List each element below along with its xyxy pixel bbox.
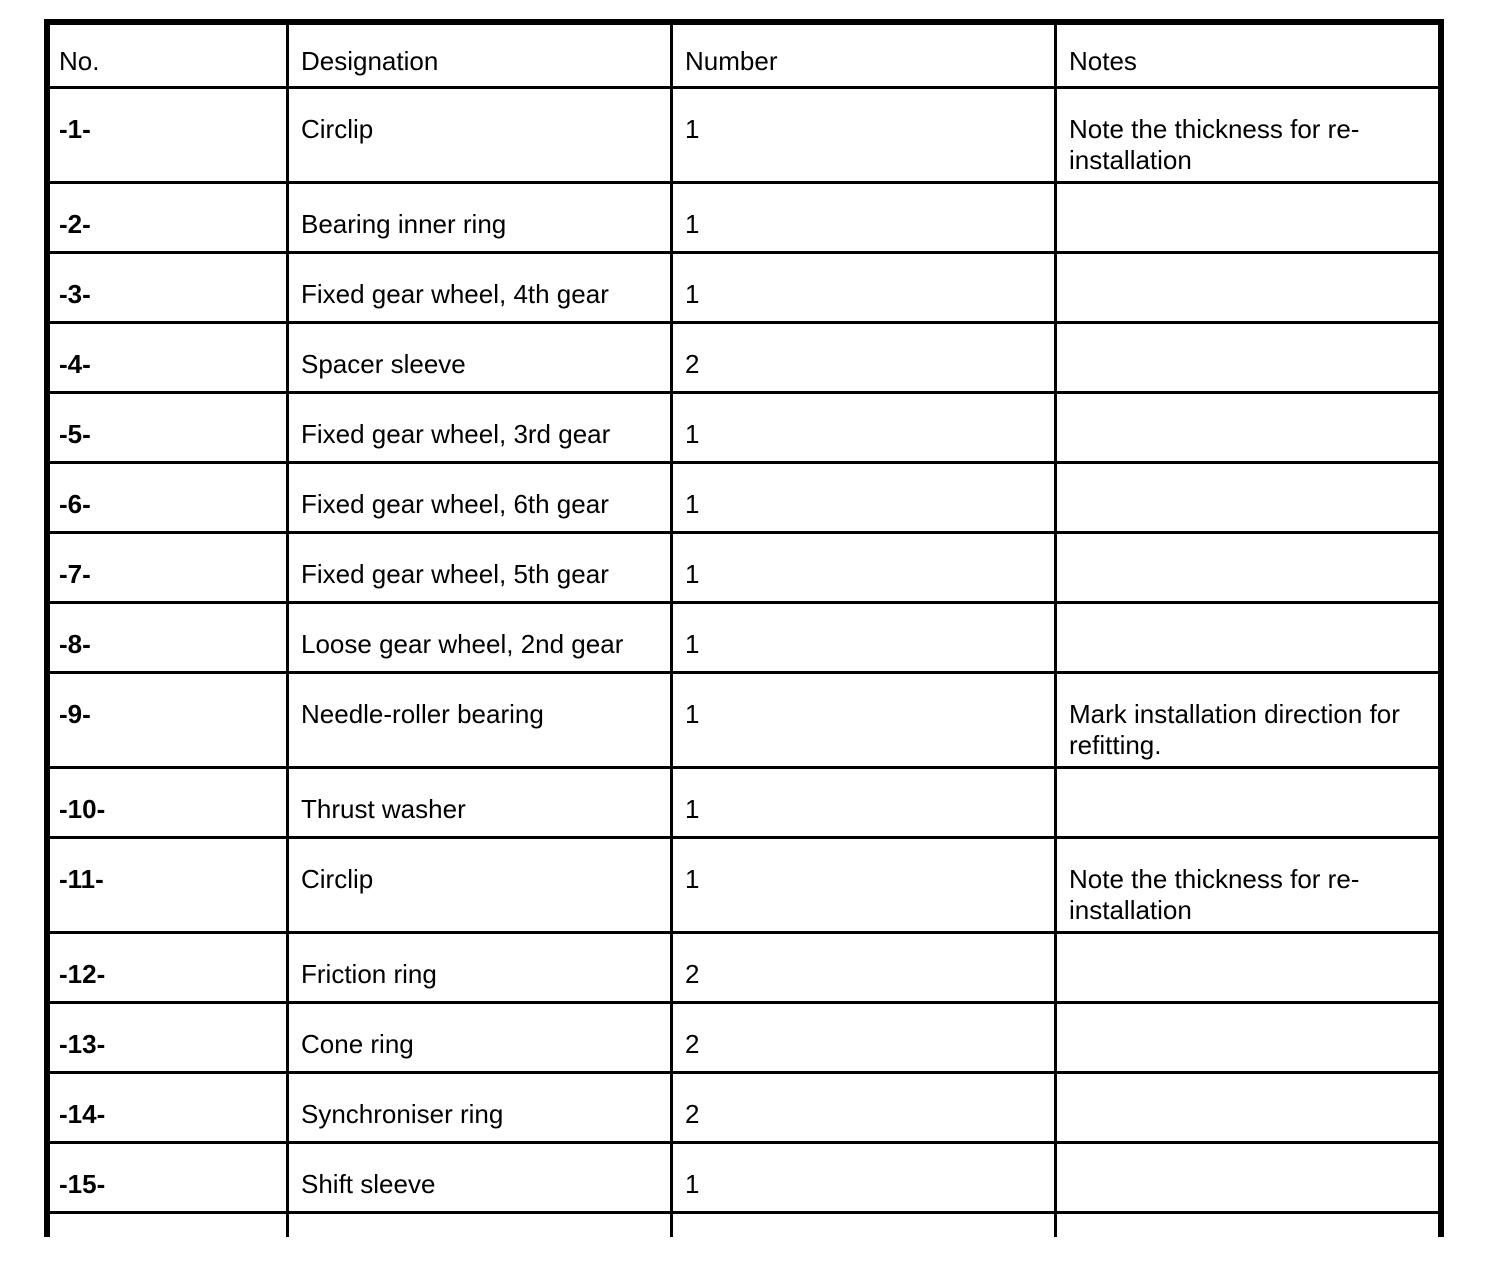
table-outer-border-left (44, 19, 50, 1237)
table-row (46, 1143, 1445, 1213)
part-notes: Note the thickness for re-installation (1056, 838, 1445, 933)
part-notes: Note the thickness for re-installation (1056, 88, 1445, 183)
table-row (46, 463, 1445, 533)
part-number: 2 (672, 323, 1056, 393)
part-number: 1 (672, 88, 1056, 183)
part-notes (1056, 933, 1445, 1003)
table-row (46, 323, 1445, 393)
part-no: -1- (46, 88, 288, 183)
part-notes (1056, 1003, 1445, 1073)
table-row (46, 933, 1445, 1003)
part-notes (1056, 1143, 1445, 1213)
part-no: -9- (46, 673, 288, 768)
empty-cell (46, 1213, 288, 1238)
part-designation: Shift sleeve (288, 1143, 672, 1213)
table-outer-border-top (44, 19, 1444, 25)
part-number: 1 (672, 393, 1056, 463)
part-number: 1 (672, 533, 1056, 603)
header-designation: Designation (288, 21, 672, 88)
part-notes (1056, 603, 1445, 673)
part-no: -15- (46, 1143, 288, 1213)
part-no: -3- (46, 253, 288, 323)
part-designation: Fixed gear wheel, 5th gear (288, 533, 672, 603)
part-number: 1 (672, 838, 1056, 933)
part-number: 1 (672, 1143, 1056, 1213)
table-header-row (46, 21, 1445, 88)
table-row (46, 1003, 1445, 1073)
table-row (46, 768, 1445, 838)
part-notes (1056, 183, 1445, 253)
part-designation: Fixed gear wheel, 3rd gear (288, 393, 672, 463)
part-no: -4- (46, 323, 288, 393)
table-row (46, 673, 1445, 768)
part-designation: Spacer sleeve (288, 323, 672, 393)
part-number: 2 (672, 933, 1056, 1003)
header-no: No. (46, 21, 288, 88)
part-notes (1056, 1073, 1445, 1143)
part-designation: Fixed gear wheel, 4th gear (288, 253, 672, 323)
parts-table (44, 19, 1444, 1237)
part-designation: Friction ring (288, 933, 672, 1003)
table-outer-border-right (1438, 19, 1444, 1237)
part-designation: Thrust washer (288, 768, 672, 838)
part-designation: Bearing inner ring (288, 183, 672, 253)
part-no: -13- (46, 1003, 288, 1073)
part-no: -2- (46, 183, 288, 253)
part-number: 1 (672, 673, 1056, 768)
part-no: -7- (46, 533, 288, 603)
part-notes (1056, 253, 1445, 323)
part-no: -6- (46, 463, 288, 533)
part-designation: Loose gear wheel, 2nd gear (288, 603, 672, 673)
empty-cell (1056, 1213, 1445, 1238)
part-designation: Circlip (288, 88, 672, 183)
parts-list-sheet (44, 19, 1444, 1237)
part-notes (1056, 323, 1445, 393)
part-designation: Synchroniser ring (288, 1073, 672, 1143)
part-number: 1 (672, 603, 1056, 673)
table-row-continued (46, 1213, 1445, 1238)
part-no: -12- (46, 933, 288, 1003)
part-number: 2 (672, 1003, 1056, 1073)
header-notes: Notes (1056, 21, 1445, 88)
part-number: 1 (672, 183, 1056, 253)
part-notes (1056, 533, 1445, 603)
table-row (46, 533, 1445, 603)
part-number: 1 (672, 253, 1056, 323)
part-no: -14- (46, 1073, 288, 1143)
table-row (46, 253, 1445, 323)
header-number: Number (672, 21, 1056, 88)
part-number: 1 (672, 463, 1056, 533)
part-no: -11- (46, 838, 288, 933)
part-no: -8- (46, 603, 288, 673)
part-designation: Needle-roller bearing (288, 673, 672, 768)
part-number: 2 (672, 1073, 1056, 1143)
table-row (46, 838, 1445, 933)
part-number: 1 (672, 768, 1056, 838)
part-notes (1056, 463, 1445, 533)
part-designation: Circlip (288, 838, 672, 933)
part-notes (1056, 393, 1445, 463)
table-row (46, 393, 1445, 463)
table-row (46, 1073, 1445, 1143)
part-notes (1056, 768, 1445, 838)
empty-cell (672, 1213, 1056, 1238)
table-row (46, 603, 1445, 673)
table-row (46, 88, 1445, 183)
part-no: -5- (46, 393, 288, 463)
part-designation: Fixed gear wheel, 6th gear (288, 463, 672, 533)
part-designation: Cone ring (288, 1003, 672, 1073)
part-notes: Mark installation direction for refitting. (1056, 673, 1445, 768)
part-no: -10- (46, 768, 288, 838)
empty-cell (288, 1213, 672, 1238)
table-row (46, 183, 1445, 253)
